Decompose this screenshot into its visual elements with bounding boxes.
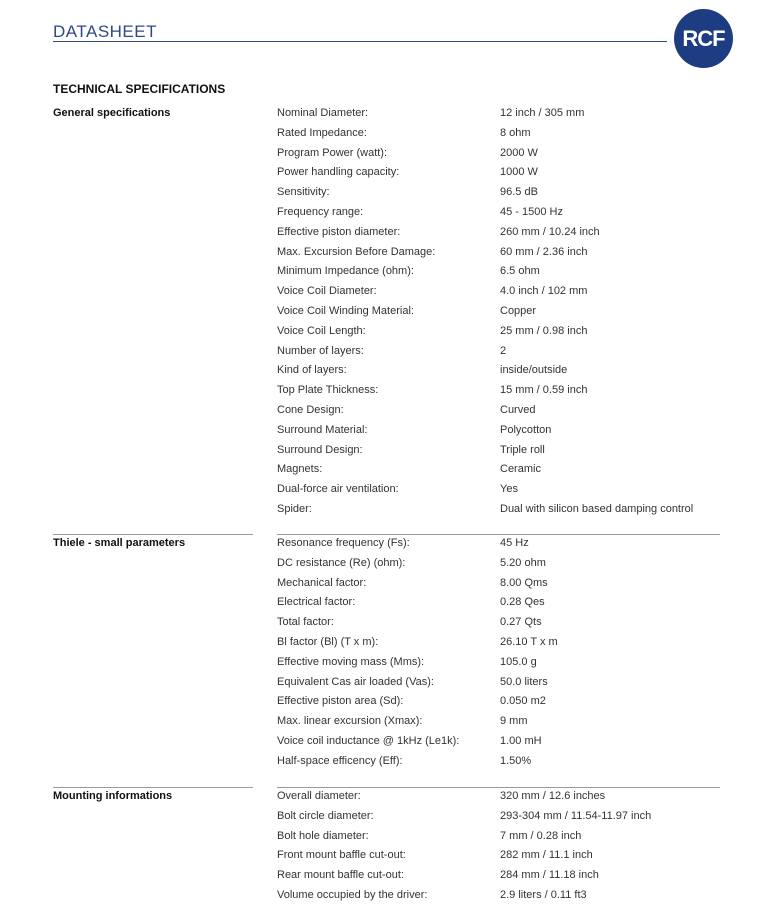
spec-value: 2: [500, 345, 507, 357]
spec-row: [0, 537, 777, 556]
spec-row: [0, 424, 777, 443]
spec-row: [0, 503, 777, 522]
spec-value: Curved: [500, 404, 536, 416]
spec-key: Voice Coil Length:: [277, 325, 366, 337]
spec-key: Magnets:: [277, 463, 323, 475]
spec-value: Ceramic: [500, 463, 541, 475]
section-divider-left: [53, 534, 253, 535]
spec-row: [0, 790, 777, 809]
spec-row: [0, 127, 777, 146]
spec-value: 2000 W: [500, 147, 538, 159]
spec-key: Equivalent Cas air loaded (Vas):: [277, 676, 434, 688]
spec-row: [0, 166, 777, 185]
spec-value: 260 mm / 10.24 inch: [500, 226, 600, 238]
spec-value: 1.50%: [500, 755, 532, 767]
spec-value: 9 mm: [500, 715, 528, 727]
spec-key: Max. linear excursion (Xmax):: [277, 715, 423, 727]
spec-row: [0, 695, 777, 714]
spec-key: Nominal Diameter:: [277, 107, 369, 119]
spec-key: Volume occupied by the driver:: [277, 889, 428, 901]
spec-row: [0, 246, 777, 265]
spec-key: Effective moving mass (Mms):: [277, 656, 425, 668]
spec-value: 6.5 ohm: [500, 265, 540, 277]
spec-key: Total factor:: [277, 616, 334, 628]
spec-row: [0, 676, 777, 695]
spec-row: [0, 305, 777, 324]
spec-key: Dual-force air ventilation:: [277, 483, 399, 495]
spec-value: 8.00 Qms: [500, 577, 548, 589]
spec-key: Number of layers:: [277, 345, 364, 357]
spec-value: 293-304 mm / 11.54-11.97 inch: [500, 810, 652, 822]
spec-value: 50.0 liters: [500, 676, 548, 688]
rcf-logo: RCF: [674, 9, 733, 68]
spec-value: 4.0 inch / 102 mm: [500, 285, 588, 297]
section-divider-left: [53, 787, 253, 788]
spec-row: [0, 265, 777, 284]
spec-row: [0, 463, 777, 482]
spec-value: 45 Hz: [500, 537, 529, 549]
spec-row: [0, 206, 777, 225]
spec-value: 0.050 m2: [500, 695, 546, 707]
spec-key: Rated Impedance:: [277, 127, 367, 139]
spec-key: Rear mount baffle cut-out:: [277, 869, 404, 881]
spec-value: 1.00 mH: [500, 735, 542, 747]
spec-value: 282 mm / 11.1 inch: [500, 849, 593, 861]
spec-row: [0, 557, 777, 576]
section-divider: [277, 787, 720, 788]
spec-value: inside/outside: [500, 364, 568, 376]
spec-row: [0, 755, 777, 774]
spec-row: [0, 656, 777, 675]
spec-key: Bl factor (Bl) (T x m):: [277, 636, 379, 648]
spec-key: Bolt circle diameter:: [277, 810, 374, 822]
spec-value: 0.27 Qts: [500, 616, 542, 628]
page-title: DATASHEET: [53, 22, 157, 41]
spec-key: Bolt hole diameter:: [277, 830, 369, 842]
spec-row: [0, 849, 777, 868]
spec-value: 2.9 liters / 0.11 ft3: [500, 889, 587, 901]
spec-row: [0, 889, 777, 908]
section-label: Mounting informations: [53, 790, 173, 802]
spec-value: 0.28 Qes: [500, 596, 545, 608]
spec-row: [0, 364, 777, 383]
header-divider: [53, 41, 667, 42]
spec-key: Voice Coil Diameter:: [277, 285, 377, 297]
spec-value: 284 mm / 11.18 inch: [500, 869, 599, 881]
spec-value: 7 mm / 0.28 inch: [500, 830, 582, 842]
spec-key: Surround Design:: [277, 444, 363, 456]
spec-row: [0, 735, 777, 754]
spec-key: Spider:: [277, 503, 312, 515]
spec-key: Minimum Impedance (ohm):: [277, 265, 414, 277]
spec-row: [0, 345, 777, 364]
spec-value: 105.0 g: [500, 656, 537, 668]
spec-value: Triple roll: [500, 444, 545, 456]
spec-value: Dual with silicon based damping control: [500, 503, 694, 515]
spec-key: Front mount baffle cut-out:: [277, 849, 406, 861]
section-label: Thiele - small parameters: [53, 537, 186, 549]
spec-key: Cone Design:: [277, 404, 344, 416]
spec-value: 12 inch / 305 mm: [500, 107, 585, 119]
spec-key: Voice Coil Winding Material:: [277, 305, 414, 317]
spec-row: [0, 577, 777, 596]
section-divider: [277, 534, 720, 535]
spec-key: Effective piston area (Sd):: [277, 695, 404, 707]
spec-key: Electrical factor:: [277, 596, 356, 608]
spec-value: 25 mm / 0.98 inch: [500, 325, 588, 337]
spec-key: Overall diameter:: [277, 790, 361, 802]
spec-row: [0, 285, 777, 304]
spec-value: 45 - 1500 Hz: [500, 206, 563, 218]
spec-row: [0, 444, 777, 463]
spec-key: Mechanical factor:: [277, 577, 367, 589]
spec-row: [0, 810, 777, 829]
spec-value: 15 mm / 0.59 inch: [500, 384, 588, 396]
spec-row: [0, 715, 777, 734]
spec-row: [0, 596, 777, 615]
spec-row: [0, 107, 777, 126]
spec-key: Frequency range:: [277, 206, 364, 218]
spec-key: Power handling capacity:: [277, 166, 400, 178]
spec-value: 320 mm / 12.6 inches: [500, 790, 606, 802]
spec-key: Half-space efficency (Eff):: [277, 755, 403, 767]
spec-key: Resonance frequency (Fs):: [277, 537, 410, 549]
spec-value: Polycotton: [500, 424, 552, 436]
spec-row: [0, 226, 777, 245]
spec-row: [0, 616, 777, 635]
spec-key: Voice coil inductance @ 1kHz (Le1k):: [277, 735, 460, 747]
spec-key: Program Power (watt):: [277, 147, 388, 159]
spec-row: [0, 147, 777, 166]
spec-key: Max. Excursion Before Damage:: [277, 246, 436, 258]
spec-value: Yes: [500, 483, 518, 495]
spec-row: [0, 404, 777, 423]
spec-row: [0, 869, 777, 888]
spec-key: Sensitivity:: [277, 186, 330, 198]
spec-title: TECHNICAL SPECIFICATIONS: [53, 82, 226, 96]
section-label: General specifications: [53, 107, 171, 119]
spec-value: 5.20 ohm: [500, 557, 546, 569]
spec-row: [0, 384, 777, 403]
spec-row: [0, 186, 777, 205]
spec-value: 1000 W: [500, 166, 538, 178]
spec-row: [0, 636, 777, 655]
spec-row: [0, 830, 777, 849]
spec-value: 8 ohm: [500, 127, 531, 139]
spec-value: Copper: [500, 305, 537, 317]
spec-value: 26.10 T x m: [500, 636, 558, 648]
spec-row: [0, 325, 777, 344]
spec-row: [0, 483, 777, 502]
spec-key: Kind of layers:: [277, 364, 347, 376]
spec-key: Effective piston diameter:: [277, 226, 401, 238]
spec-key: Surround Material:: [277, 424, 368, 436]
spec-key: DC resistance (Re) (ohm):: [277, 557, 406, 569]
spec-value: 96.5 dB: [500, 186, 538, 198]
spec-key: Top Plate Thickness:: [277, 384, 379, 396]
spec-value: 60 mm / 2.36 inch: [500, 246, 588, 258]
